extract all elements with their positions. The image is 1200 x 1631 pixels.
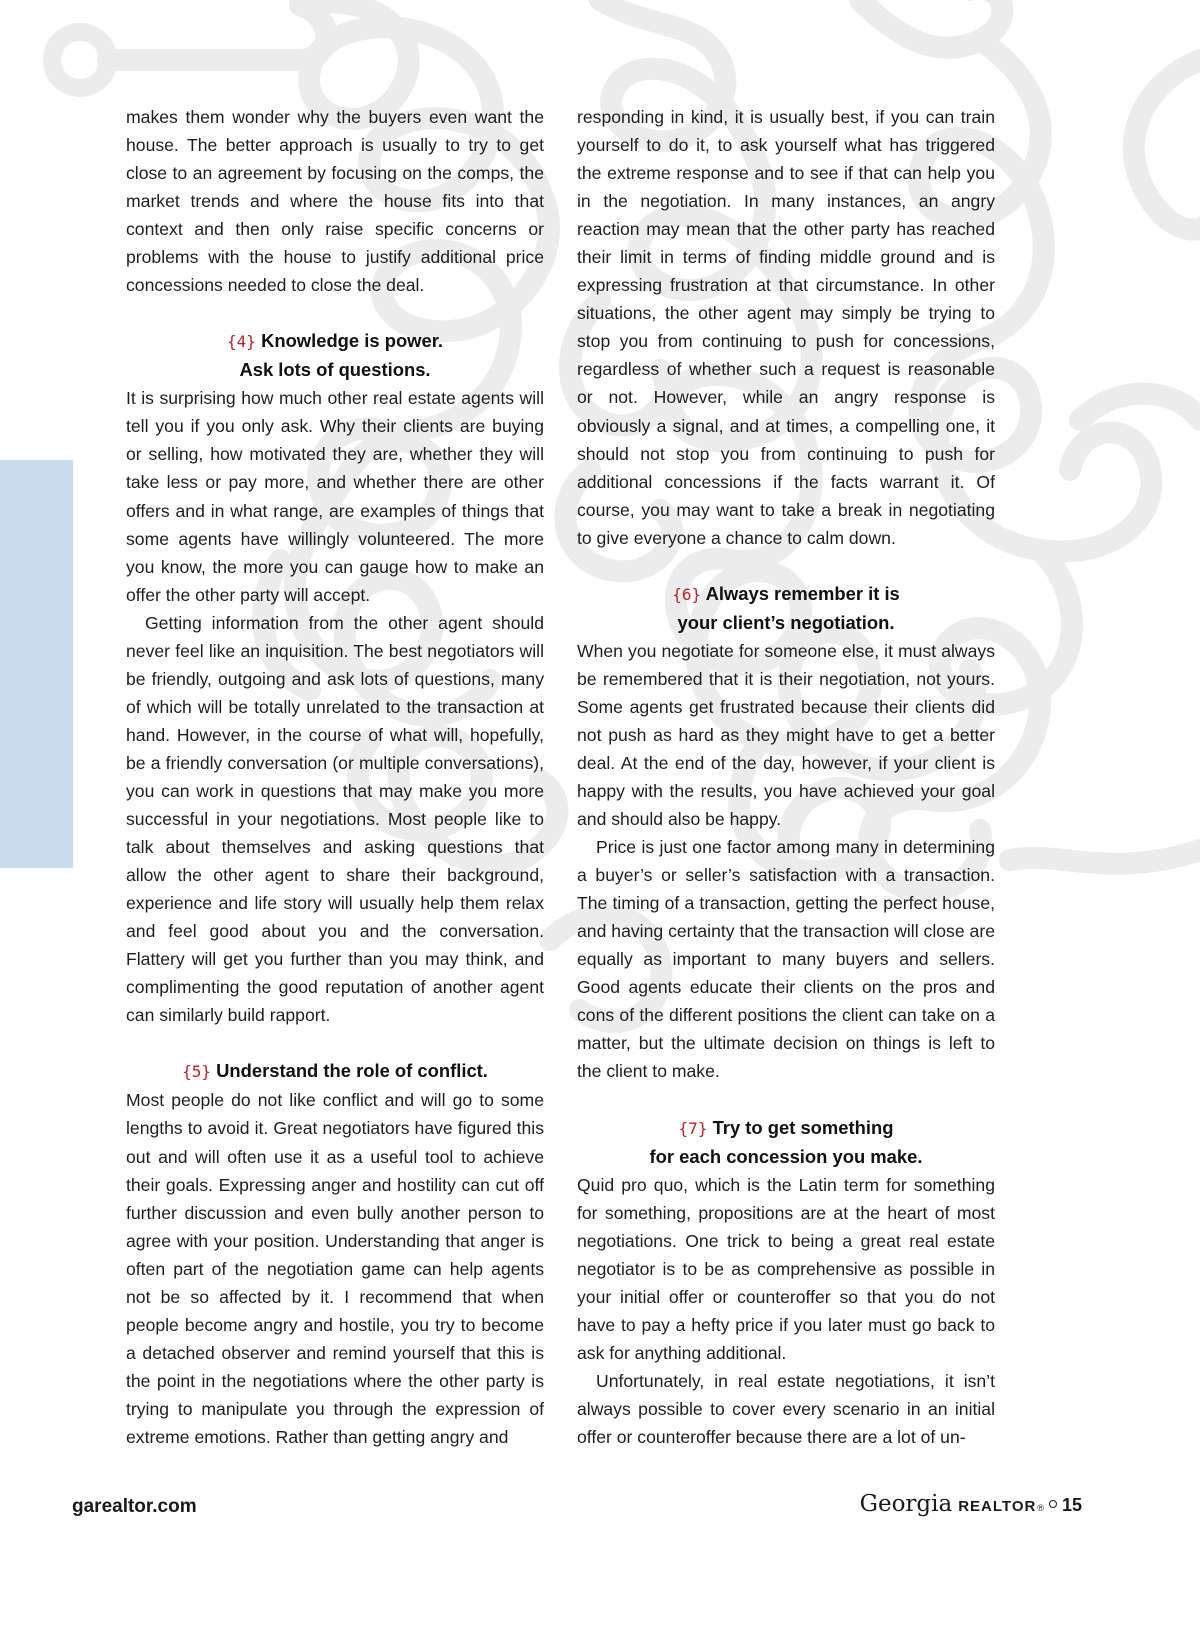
separator-dot-icon xyxy=(1049,1500,1057,1508)
section-6-paragraph-1: When you negotiate for someone else, it must always be remembered that it is their negotiation, not yours. Some agents get frustrated because their clients did not push as hard as they might have to get a better deal. At the end of the day, however, if your client is happy with the results, you have achieved your goal and should also be happy. xyxy=(577,640,995,830)
section-5-continued-paragraph: responding in kind, it is usually best, if you can train yourself to do it, to ask yourself what has triggered the extreme response and to see if that can help you in the negotiation. In many instances, an angry reaction may mean that the other party has reached their limit in terms of finding middle ground and is expressing frustration at that circumstance. In other situations, the other agent may simply be trying to stop you from continuing to push for concessions, regardless of whether such a request is reasonable or not. However, while an angry response is obviously a signal, and at times, a compelling one, it should not stop you from continuing to push for additional concessions if the facts warrant it. Of course, you may want to take a break in negotiating to give everyone a chance to calm down. xyxy=(577,107,995,548)
section-4-paragraph-2: Getting information from the other agent should never feel like an inquisition. The best negotiators will be friendly, outgoing and ask lots of questions, many of which will be totally unrelated to the transaction at hand. However, in the course of what will, hopefully, be a friendly conversation (or multiple conversations), you can work in questions that may make you more successful in your negotiations. Most people like to talk about themselves and asking questions that allow the other agent to share their background, experience and life story will usually help them relax and feel good about you and the conversation. Flattery will get you further than you may think, and complimenting the good reputation of another agent can similarly build rapport. xyxy=(126,612,544,1026)
section-5-title-line1: Understand the role of conflict. xyxy=(216,1060,488,1082)
intro-paragraph: makes them wonder why the buyers even want the house. The better approach is usually to try to get close to an agreement by focusing on the comps, the market trends and where the house fits into that context and then only raise specific concerns or problems with the house to justify additional price concessions needed to close the deal. xyxy=(126,107,544,296)
footer-website[interactable]: garealtor.com xyxy=(72,1496,197,1517)
section-6-number: {6} xyxy=(672,584,702,604)
section-4-title-line1: Knowledge is power. xyxy=(261,330,443,352)
section-4-paragraph-1: It is surprising how much other real estate agents will tell you if you only ask. Why their clients are buying or selling, how motivated they are, whether they will take less or pay more, and whether there are other offers and in what range, are examples of things that some agents have willingly volunteered. The more you know, the more you can gauge how to make an offer the other party will accept. xyxy=(126,388,544,605)
section-4-heading xyxy=(126,327,544,384)
section-6-title-line1: Always remember it is xyxy=(705,582,900,604)
section-7-paragraph-1: Quid pro quo, which is the Latin term for something for something, propositions are at the heart of most negotiations. One trick to being a great real estate negotiator is to be as comprehensive as possible in your initial offer or counteroffer so that you do not have to pay a hefty price if you later must go back to ask for anything additional. xyxy=(577,1174,995,1363)
section-6-heading xyxy=(577,580,995,637)
side-color-tab xyxy=(0,460,73,868)
left-column xyxy=(126,103,544,1451)
footer-magazine-folio xyxy=(860,1491,1082,1517)
page-number: 15 xyxy=(1061,1495,1082,1515)
magazine-name-realtor: REALTOR xyxy=(958,1498,1037,1515)
section-7-heading xyxy=(577,1114,995,1171)
section-5-heading xyxy=(126,1057,544,1086)
section-4-number: {4} xyxy=(227,332,256,352)
section-7-number: {7} xyxy=(678,1118,708,1138)
section-5-number: {5} xyxy=(182,1062,211,1082)
section-4-title-line2: Ask lots of questions. xyxy=(239,359,431,381)
section-7-title-line2: for each concession you make. xyxy=(649,1145,923,1167)
registered-mark: ® xyxy=(1037,1503,1044,1513)
right-column xyxy=(577,103,995,1451)
section-6-title-line2: your client’s negotiation. xyxy=(677,611,895,633)
section-5-paragraph-1: Most people do not like conflict and will go to some lengths to avoid it. Great negotiators have figured this out and will often use it as a useful tool to achieve their goals. Expressing anger and hostility can cut off further discussion and even bully another person to agree with your position. Understanding that anger is often part of the negotiation game can help agents not be so affected by it. I recommend that when people become angry and hostile, you try to become a detached observer and remind yourself that this is the point in the negotiations where the other party is trying to manipulate you through the expression of extreme emotions. Rather than getting angry and xyxy=(126,1090,544,1447)
magazine-name-georgia: Georgia xyxy=(859,1491,953,1517)
section-7-paragraph-2: Unfortunately, in real estate negotiations, it isn’t always possible to cover every scenario in an initial offer or counteroffer because there are a lot of un- xyxy=(577,1370,995,1447)
section-7-title-line1: Try to get something xyxy=(712,1116,894,1138)
section-6-paragraph-2: Price is just one factor among many in determining a buyer’s or seller’s satisfaction with a transaction. The timing of a transaction, getting the perfect house, and having certainty that the transaction will close are equally as important to many buyers and sellers. Good agents educate their clients on the pros and cons of the different positions the client can take on a matter, but the ultimate decision on things is left to the client to make. xyxy=(577,837,995,1082)
